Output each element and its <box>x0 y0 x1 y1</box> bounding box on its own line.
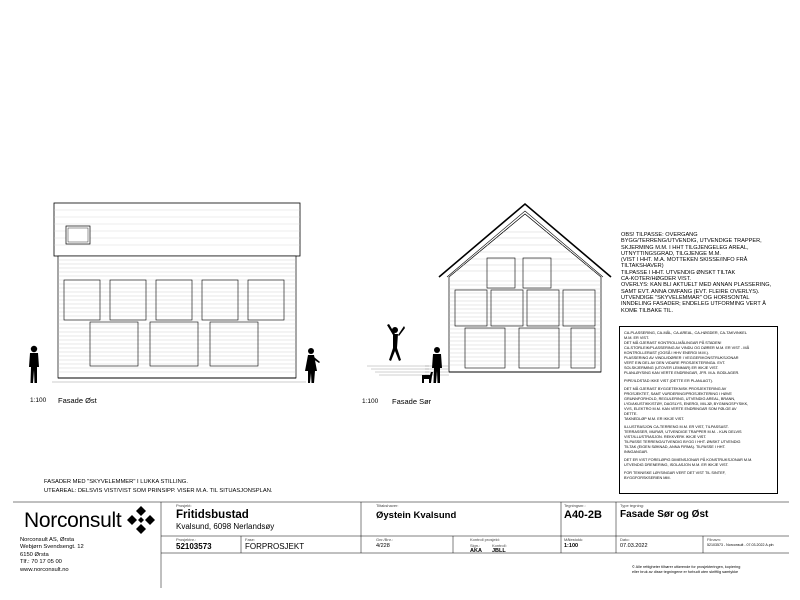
note-line: PIPE/ILDSTAD IKKE VIST (DETTE ER PLANLAGT). <box>624 379 713 383</box>
prosjektnr-label: Prosjektnr.: <box>176 537 197 542</box>
prosjektnr-value: 52103573 <box>176 542 212 551</box>
copyright-line: eller bruk av disse tegningene er forbudt uten skriftlig samtykke <box>632 570 739 574</box>
gnr-value: 4/228 <box>376 543 390 549</box>
note-line: CA-STORLEIK/PLASSERING AV VINDU OG DØRER M.M. ER VIST - MÅ <box>624 346 750 350</box>
dato-value: 07.03.2022 <box>620 543 648 549</box>
address-line: www.norconsult.no <box>20 566 69 573</box>
note-line: TILPASSE TERRENG/UTVENDIG BYGG I HHT. ØNSKT UTVENDIG <box>624 440 741 444</box>
note-line: PROSJEKTET, SAMT VURDERING/PROSJEKTERING I HØVE <box>624 392 732 396</box>
note-line: UTNYTTINGSGRAD, TILGJENGE M.M. <box>621 250 721 257</box>
sign-label: Sign.: <box>470 543 481 548</box>
note-line: SAMT EVT. ANNA OMFANG (EVT. FLEIRE OVERLYS). <box>621 288 760 295</box>
note-line: KOME TILBAKE TIL. <box>621 307 674 314</box>
note-line: CA-KOTER/HØGDER VIST. <box>621 276 691 283</box>
south-title: Fasade Sør <box>392 397 432 406</box>
note-line: TILTAKSHAVER) <box>621 263 664 270</box>
note-line: FOR TEKNISKE LØYSINGAR VERT DET VIST TIL SINTEF, <box>624 471 726 475</box>
note-line: DET MÅ GJERAST BYGGETEKNISK PROSJEKTERING AV <box>624 387 727 391</box>
prosjekt-address: Kvalsund, 6098 Nerlandsøy <box>176 522 275 531</box>
company-logo-text: Norconsult <box>24 509 122 532</box>
tiltakshaver-value: Øystein Kvalsund <box>376 510 457 521</box>
note-line: TAKNEDLØP M.M. ER IKKJE VIST. <box>624 417 685 421</box>
person-left-icon <box>26 345 42 385</box>
jumping-person-icon <box>383 322 407 364</box>
note-line: INNDELING FASADER; ENDELEG UTFORMING VERT Å <box>621 301 766 308</box>
address-line: Tlf.: 70 17 05 00 <box>20 559 62 566</box>
south-scale: 1:100 <box>362 398 379 405</box>
note-line: CA-PLASSERING, CA-MÅL, CA-AREAL, CA-HØGDER, CA-TAKVINKEL <box>624 331 747 335</box>
address-line: Norconsult AS, Ørsta <box>20 537 75 543</box>
note-line: VERT EIN DEL AV DEN VIDARE PROSJEKTERINGA. EVT. <box>624 361 726 365</box>
fase-label: Fase: <box>245 537 256 542</box>
note-line: DET ER VIST FORELØPIG DIMENSJONAR PÅ KONSTRUKSJONAR M.M. <box>624 458 753 462</box>
note-line: LYD/AKUSTIKK/STØY, DAGSLYS, ENERGI, MILJØ, BYGNINGSFYSIKK, <box>624 402 749 406</box>
address-line: Webjørn Svendsengt. 12 <box>20 544 84 551</box>
tegning-value: A40-2B <box>564 509 602 521</box>
note-line: BYGG/TERRENG/UTVENDIG, UTVENDIGE TRAPPER, <box>621 238 762 245</box>
east-facade-drawing <box>50 200 310 390</box>
note-line: DETTE. <box>624 412 638 416</box>
note-line: PLASSERING AV VINDU/DØRER I VEGGER/KONSTRUKSJONAR <box>624 356 739 360</box>
person-with-dog-icon <box>420 345 450 385</box>
copyright-line: © Alle rettigheter tilhører utførende for prosjekteringen, kopiering <box>632 565 741 569</box>
tiltakshaver-label: Tiltakshaver: <box>376 503 399 508</box>
fasader-note: FASADER MED "SKYVELEMMER" I LUKKA STILLING. <box>44 479 188 485</box>
note-line: UTVENDIGE "SKYVELEMMAR" OG HORISONTAL <box>621 294 750 301</box>
malestokk-value: 1:100 <box>564 543 579 549</box>
note-line: OBS! TILPASSE: OVERGANG <box>621 232 698 238</box>
typetegning-value: Fasade Sør og Øst <box>620 509 709 520</box>
note-line: TILPASSE I HHT. UTVENDIG ØNSKT TILTAK <box>621 269 736 276</box>
prosjekt-name: Fritidsbustad <box>176 509 249 521</box>
filnavn-value: 52103573 - Norconsult - 07.03.2022 A.pln <box>707 543 774 547</box>
note-line: (VIST I HHT. M.A. MOTTEKEN SKISSE/INFO FRÅ <box>621 257 748 264</box>
note-line: KONTROLLERAST (OGSÅ I HHV ENERGI M.M.). <box>624 351 709 355</box>
kontroll-label: Kontroll: <box>492 543 507 548</box>
note-line: ILLUSTRASJON CA-TERRENG M.M. ER VIST, TILPASSAST. <box>624 425 729 429</box>
uteareal-note: UTEAREAL: DELSVIS VIST/VIST SOM PRINSIPP. VISER M.A. TIL SITUASJONSPLAN. <box>44 488 273 494</box>
norconsult-logo-icon <box>126 505 156 535</box>
sign-value: AKA <box>470 548 482 554</box>
filnavn-label: Filnavn: <box>707 537 722 542</box>
tegning-label: Tegningsnr.: <box>564 503 586 508</box>
note-line: UTVENDIG DRENERING, ISOLASJON M.M. ER IKKJE VIST. <box>624 463 729 467</box>
kontroll-prosjekt-label: Kontroll prosjekt: <box>470 537 500 542</box>
note-line: OVERLYS: KAN BLI AKTUELT MED ANNAN PLASSERING, <box>621 282 772 289</box>
company-address <box>20 537 84 574</box>
note-line: M.M. ER VIST. <box>624 336 649 340</box>
east-scale: 1:100 <box>30 397 47 404</box>
note-line: VVS, ELEKTRO M.M. KAN VERTE ENDRINGAR SOM FØLGE AV <box>624 407 737 411</box>
note-line: PLANLØYSING KAN VERTE ENDRINGAR, JFR. M.A. BODLAGER. <box>624 371 740 375</box>
note-line: VIST/ILLUSTRASJON. REKKVERK IKKJE VIST. <box>624 435 707 439</box>
note-line: DET MÅ GJERAST KONTROLLMÅLINGAR PÅ STADEN! <box>624 341 722 345</box>
general-notes-box <box>619 326 778 494</box>
dato-label: Dato: <box>620 537 630 542</box>
east-title: Fasade Øst <box>58 396 97 405</box>
kontroll-value: JBLL <box>492 548 506 554</box>
malestokk-label: Målestokk: <box>564 537 584 542</box>
typetegning-label: Type tegning: <box>620 503 645 508</box>
prosjekt-label: Prosjekt: <box>176 503 192 508</box>
note-line: TILTAK (EIGEN SØKNAD, ANNA FIRMA). TILPASSE I HHT. <box>624 445 726 449</box>
tilpasse-note <box>621 232 771 314</box>
fase-value: FORPROSJEKT <box>245 542 305 551</box>
note-line: INNGANGAR. <box>624 450 649 454</box>
note-line: BYGGFORSKSERIEN MM. <box>624 476 671 480</box>
gnr-label: Gnr./Bnr.: <box>376 537 393 542</box>
woman-right-icon <box>301 347 323 385</box>
note-line: SOLSKJERMING (UTOVER LEMMAR) ER IKKJE VIST. <box>624 366 719 370</box>
note-line: GRUNNFORHOLD, REGULERING, UTVENDIG AREAL, BRANN, <box>624 397 736 401</box>
address-line: 6150 Ørsta <box>20 551 49 558</box>
note-line: TERRASSER, MURAR, UTVENDIGE TRAPPER M.M. - KUN DELVIS <box>624 430 742 434</box>
note-line: SKJERMING M.M. I HHT TILGJENGELEG AREAL, <box>621 244 749 251</box>
south-facade-drawing <box>425 198 625 388</box>
